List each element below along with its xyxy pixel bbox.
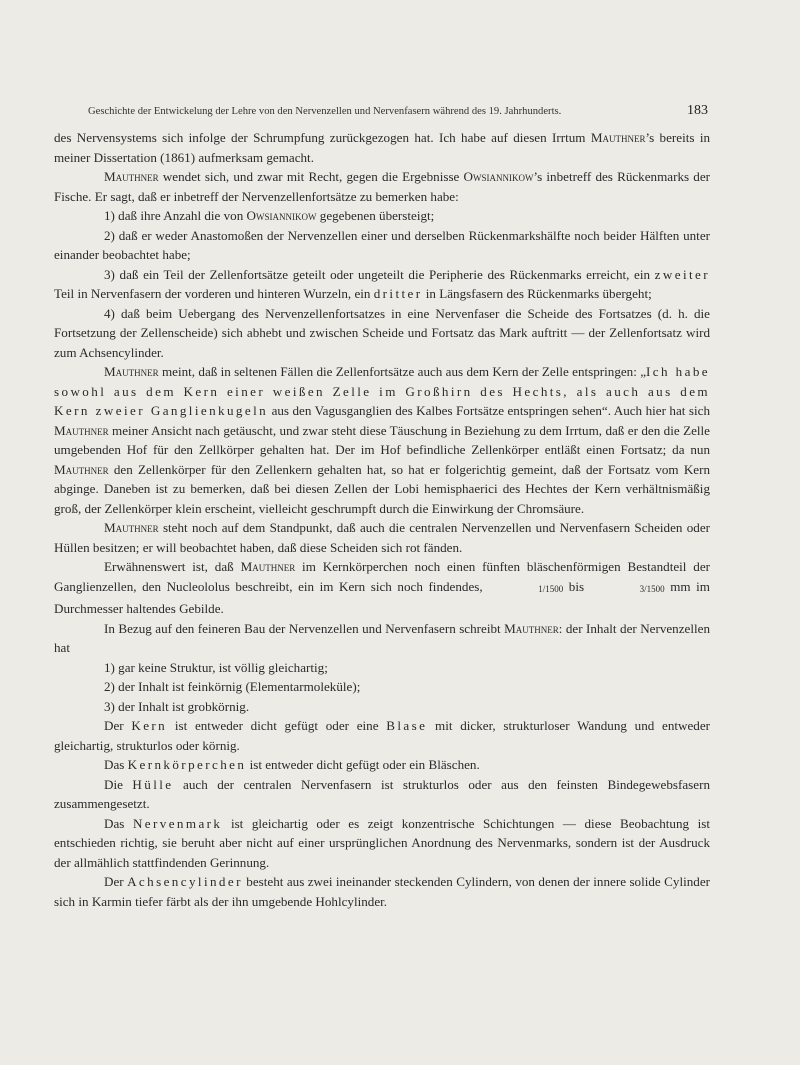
- text-run: ist entweder dicht gefügt oder eine: [167, 718, 387, 733]
- spaced-emphasis: Kernkörperchen: [127, 757, 247, 772]
- text-run: ’s bereits in meiner Dissertation (1861) aufmerksam gemacht.: [54, 130, 710, 165]
- paragraph: [54, 518, 710, 557]
- text-run: wendet sich, und zwar mit Recht, gegen die Ergebnisse: [158, 169, 464, 184]
- paragraph: [54, 362, 710, 518]
- paragraph: [54, 814, 710, 873]
- paragraph: [54, 206, 710, 226]
- spaced-emphasis: zweiter: [654, 266, 710, 282]
- text-run: 3) der Inhalt ist grobkörnig.: [104, 698, 250, 714]
- author-name: Mauthner: [54, 422, 109, 438]
- text-run: Erwähnenswert ist, daß: [104, 559, 241, 574]
- paragraph: [54, 755, 710, 775]
- fraction: 3/1500: [639, 583, 665, 594]
- paragraph: [54, 697, 710, 717]
- paragraph: [54, 619, 710, 658]
- text-run: 4) daß beim Uebergang des Nervenzellenfortsatzes in eine Nervenfaser die Scheide des Fortsatzes (d. h. die Fortsetzung der Zellenscheide) sich abhebt und zwischen Scheide und Fortsatz das Mark auftritt — der Zellenfortsatz wird zum Achsencylinder.: [54, 305, 710, 360]
- text-run: besteht aus zwei ineinander steckenden Cylindern, von denen der innere solide Cylinder sich in Karmin tiefer färbt als der ihn umgebende Hohlcylinder.: [54, 874, 710, 909]
- spaced-emphasis: Nervenmark: [132, 815, 223, 831]
- text-run: mit dicker, strukturloser Wandung und entweder gleichartig, strukturlos oder körnig.: [54, 718, 710, 753]
- page-number: 183: [687, 103, 708, 118]
- text-run: In Bezug auf den feineren Bau der Nervenzellen und Nervenfasern schreibt: [104, 620, 505, 636]
- text-run: den Zellenkörper für den Zellenkern gehalten hat, so hat er folgerichtig gemeint, daß der Fortsatz vom Kern abginge. Daneben ist zu bemerken, daß bei diesen Zellen der Lobi hemisphaerici des Hechtes der Kern verhältnismäßig groß, der Zellenkörper klein erscheint, vielleicht geschrumpft durch die Einwirkung der Chromsäure.: [54, 461, 710, 516]
- author-name: Owsiannikow: [463, 169, 534, 184]
- text-run: Teil in Nervenfasern der vorderen und hinteren Wurzeln, ein: [54, 286, 374, 301]
- text-run: Die: [104, 776, 133, 792]
- text-run: meiner Ansicht nach getäuscht, und zwar steht diese Täuschung in Beziehung zu dem Irrtum, daß er den die Zelle umgebenden Hof für den Zellkörper gehalten hat. Der im Hof befindliche Zellenkörper entläßt einen Fortsatz; da nun: [54, 422, 710, 457]
- spaced-emphasis: Ich habe sowohl aus dem Kern einer weißen Zelle im Großhirn des Hechts, als auch aus dem Kern zweier Ganglienkugeln: [54, 364, 710, 418]
- text-run: des Nervensystems sich infolge der Schrumpfung zurückgezogen hat. Ich habe auf diesen Irrtum: [54, 130, 591, 145]
- paragraph: [54, 265, 710, 304]
- paragraph: [54, 872, 710, 911]
- text-run: ist gleichartig oder es zeigt konzentrische Schichtungen — diese Beobachtung ist entschieden richtig, sie beruht aber nicht auf einer ursprünglichen Anordnung des Nervenmarks, sondern ist der Ausdruck der allmählich stattfindenden Gerinnung.: [54, 815, 710, 870]
- paragraph: [54, 677, 710, 697]
- text-run: mm im Durchmesser haltendes Gebilde.: [54, 578, 710, 616]
- page-body-text: [54, 128, 710, 911]
- spaced-emphasis: Kern: [131, 718, 168, 733]
- paragraph: [54, 775, 710, 814]
- author-name: Mauthner: [240, 559, 296, 574]
- paragraph: [54, 557, 710, 619]
- author-name: Owsiannikow: [246, 208, 317, 223]
- text-run: ’s inbetreff des Rückenmarks der Fische. Er sagt, daß er inbetreff der Nervenzellenfortsätze zu bemerken habe:: [54, 169, 710, 204]
- text-run: 3) daß ein Teil der Zellenfortsätze geteilt oder ungeteilt die Peripherie des Rückenmarks erreicht, ein: [104, 266, 655, 282]
- paragraph: [54, 304, 710, 363]
- paragraph: [54, 658, 710, 678]
- paragraph: [54, 167, 710, 206]
- text-run: Das: [104, 757, 128, 772]
- text-run: 1) gar keine Struktur, ist völlig gleichartig;: [104, 659, 328, 675]
- text-run: 2) der Inhalt ist feinkörnig (Elementarmoleküle);: [104, 679, 361, 694]
- text-run: Der: [104, 874, 128, 889]
- spaced-emphasis: Hülle: [132, 776, 174, 792]
- text-run: meint, daß in seltenen Fällen die Zellenfortsätze auch aus dem Kern der Zelle entspringen: „: [158, 364, 647, 379]
- text-run: gegebenen übersteigt;: [316, 208, 435, 223]
- author-name: Mauthner: [104, 169, 159, 184]
- text-run: ist entweder dicht gefügt oder ein Bläschen.: [246, 757, 480, 772]
- text-run: Das: [104, 815, 133, 831]
- author-name: Mauthner: [590, 130, 646, 145]
- author-name: Mauthner: [104, 364, 159, 379]
- text-run: auch der centralen Nervenfasern ist strukturlos oder aus den feinsten Bindegewebsfasern zusammengesetzt.: [54, 776, 710, 811]
- text-run: steht noch auf dem Standpunkt, daß auch die centralen Nervenzellen und Nervenfasern Scheiden oder Hüllen besitzen; er will beobachtet haben, daß diese Scheiden sich rot fänden.: [54, 520, 710, 555]
- text-run: Der: [104, 718, 132, 733]
- text-run: 2) daß er weder Anastomoßen der Nervenzellen einer und derselben Rückenmarkshälfte noch beider Hälften unter einander beobachtet habe;: [54, 227, 710, 262]
- text-run: : der Inhalt der Nervenzellen hat: [54, 620, 710, 655]
- running-head: [88, 103, 708, 119]
- fraction: 1/1500: [538, 583, 564, 594]
- text-run: in Längsfasern des Rückenmarks übergeht;: [422, 286, 652, 301]
- paragraph: [54, 226, 710, 265]
- text-run: bis: [563, 578, 590, 594]
- text-run: aus den Vagusganglien des Kalbes Fortsätze entspringen sehen“. Auch hier hat sich: [268, 403, 710, 418]
- paragraph: [54, 716, 710, 755]
- running-title: Geschichte der Entwickelung der Lehre von den Nervenzellen und Nervenfasern während des 19. Jahrhunderts.: [88, 106, 562, 117]
- author-name: Mauthner: [504, 620, 559, 636]
- author-name: Mauthner: [104, 520, 159, 535]
- text-run: 1) daß ihre Anzahl die von: [104, 208, 247, 223]
- spaced-emphasis: Achsencylinder: [127, 874, 243, 889]
- paragraph: [54, 128, 710, 167]
- spaced-emphasis: Blase: [386, 718, 428, 733]
- text-run: im Kernkörperchen noch einen fünften bläschenförmigen Bestandteil der Ganglienzellen, den Nucleololus beschreibt, ein im Kern sich noch findendes,: [54, 559, 710, 594]
- author-name: Mauthner: [54, 461, 109, 477]
- spaced-emphasis: dritter: [373, 286, 423, 301]
